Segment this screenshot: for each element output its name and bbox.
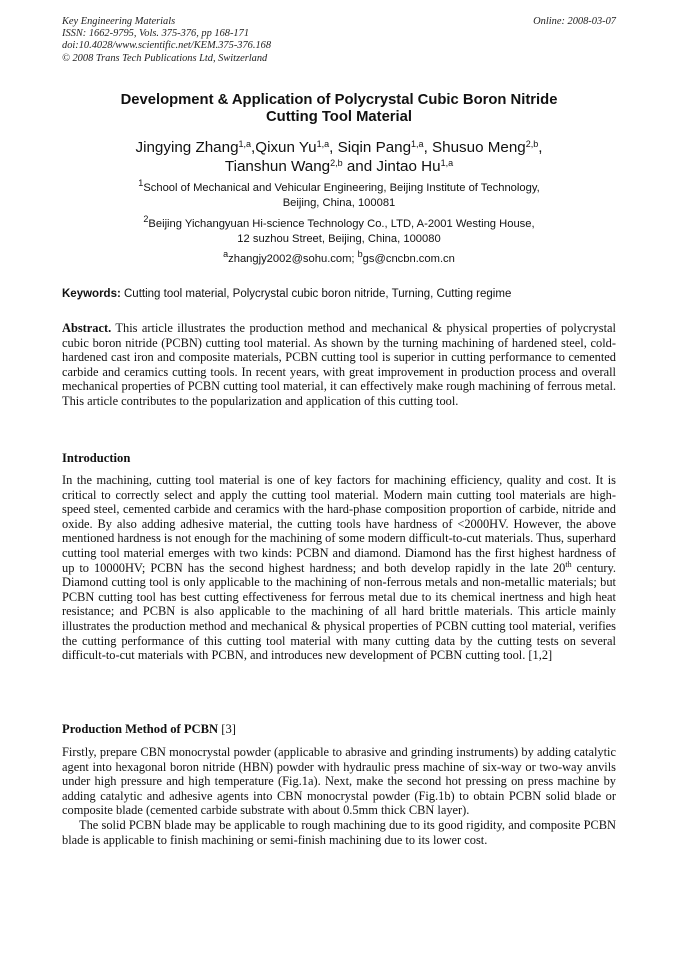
author-name: and Jintao Hu bbox=[342, 158, 441, 175]
abstract-label: Abstract. bbox=[62, 321, 112, 335]
author-line-2 bbox=[62, 157, 616, 176]
author-line-1 bbox=[62, 138, 616, 157]
introduction-paragraph bbox=[62, 473, 616, 663]
intro-text-part-1: In the machining, cutting tool material is one of key factors for machining efficiency, quality and cost. It is critical to correctly select and apply the cutting tool material. Modern main cutting tool materials are high-speed steel, cemented carbide and ceramics with the hard-phase composition proportion of carbide, nitride and oxide. By also adding adhesive material, the cutting tools have hardness of <2000HV. However, the above mentioned hardness is not enough for the machining of some modern difficult-to-cut materials. Thus, superhard cutting tool material emerges with two kinds: PCBN and diamond. Diamond has the first highest hardness of up to 10000HV; PCBN has the second highest hardness; and both develop rapidly in the late 20 bbox=[62, 473, 616, 575]
affiliation-2-line-1 bbox=[62, 214, 616, 232]
abstract-paragraph bbox=[62, 321, 616, 409]
abstract-text: This article illustrates the production method and mechanical & physical properties of polycrystal cubic boron nitride (PCBN) cutting tool material. As shown by the turning machining of hardened steel, cold-hardened cast iron and composite materials, PCBN cutting tool is superior in cutting performance to cemented carbide and ceramics cutting tools. In recent years, with great improvement in production process and overall mechanical properties of PCBN cutting tool material, it can effectively make rough machining of ferrous metal. This article contributes to the popularization and application of this cutting tool. bbox=[62, 321, 616, 408]
author-name: ,Qixun Yu bbox=[251, 139, 317, 156]
author-list bbox=[62, 138, 616, 176]
production-paragraph-1: Firstly, prepare CBN monocrystal powder (applicable to abrasive and grinding instruments) by adding catalytic agent into hexagonal boron nitride (HBN) powder with hydraulic press machine of six-way or two-way anvils under high pressure and high temperature (Fig.1a). Next, make the second hot pressing on press machine by adding catalytic and adhesive agents into CBN monocrystal powder (Fig.1b) to obtain PCBN solid blade or composite blade (cemented carbide substrate with about 0.5mm thick CBN layer). bbox=[62, 745, 616, 818]
author-affil-mark: 1,a bbox=[440, 158, 454, 169]
email-mark-a: a bbox=[223, 249, 229, 260]
affiliation-mark: 2 bbox=[143, 214, 149, 225]
title-line-1: Development & Application of Polycrystal Cubic Boron Nitride bbox=[120, 92, 558, 108]
keywords bbox=[62, 287, 616, 302]
issn-line: ISSN: 1662-9795, Vols. 375-376, pp 168-171 bbox=[62, 28, 250, 40]
keywords-text: Cutting tool material, Polycrystal cubic boron nitride, Turning, Cutting regime bbox=[120, 288, 512, 300]
author-affil-mark: 1,a bbox=[238, 139, 252, 150]
journal-header bbox=[62, 16, 271, 65]
author-affil-mark: 2,b bbox=[525, 139, 539, 150]
author-emails bbox=[62, 249, 616, 267]
author-affil-mark: 1,a bbox=[411, 139, 424, 150]
paper-title bbox=[62, 92, 616, 126]
intro-text-part-2: century. Diamond cutting tool is only applicable to the machining of non-ferrous metals and non-metallic materials; but PCBN cutting tool has best cutting effectiveness for ferrous metal due to its chemical inertness and high heat resistance; and PCBN is also applicable to the machining of all hard brittle materials. This article mainly illustrates the production method and mechanical & physical properties of PCBN cutting tool material, verifies the cutting performance of this cutting tool material with many cutting data by the cutting tests on several difficult-to-cut materials with PCBN, and introduces new development of PCBN cutting tool. [1,2] bbox=[62, 560, 616, 663]
section-heading-introduction: Introduction bbox=[62, 451, 131, 465]
email-a[interactable]: zhangjy2002@sohu.com; bbox=[228, 253, 358, 265]
section-heading-production bbox=[62, 722, 236, 737]
copyright-line: © 2008 Trans Tech Publications Ltd, Switzerland bbox=[62, 52, 268, 64]
author-affil-mark: 2,b bbox=[330, 158, 343, 169]
author-name: Tianshun Wang bbox=[224, 158, 331, 175]
online-date: Online: 2008-03-07 bbox=[533, 16, 616, 27]
affiliation-2-line-2: 12 suzhou Street, Beijing, China, 100080 bbox=[237, 232, 441, 245]
keywords-label: Keywords: bbox=[62, 288, 121, 300]
author-name: , Shusuo Meng bbox=[423, 139, 526, 156]
introduction-body bbox=[62, 473, 616, 663]
author-name: Jingying Zhang bbox=[135, 139, 239, 156]
abstract bbox=[62, 321, 616, 409]
production-body bbox=[62, 745, 616, 847]
author-separator: , bbox=[538, 139, 543, 156]
affiliation-1-line-1 bbox=[62, 178, 616, 196]
email-mark-b: b bbox=[357, 249, 363, 260]
author-name: , Siqin Pang bbox=[329, 139, 412, 156]
production-heading-text: Production Method of PCBN bbox=[62, 722, 219, 736]
affiliation-mark: 1 bbox=[138, 178, 144, 189]
affiliation-text: School of Mechanical and Vehicular Engineering, Beijing Institute of Technology, bbox=[143, 182, 540, 194]
ordinal-suffix: th bbox=[565, 559, 572, 569]
email-b[interactable]: gs@cncbn.com.cn bbox=[362, 253, 455, 265]
affiliation-text: Beijing Yichangyuan Hi-science Technology Co., LTD, A-2001 Westing House, bbox=[148, 218, 535, 230]
affiliation-1-line-2: Beijing, China, 100081 bbox=[282, 196, 396, 209]
author-affil-mark: 1,a bbox=[316, 139, 330, 150]
affiliation-1 bbox=[62, 178, 616, 210]
affiliation-2 bbox=[62, 214, 616, 246]
title-line-2: Cutting Tool Material bbox=[265, 109, 413, 125]
doi-line: doi:10.4028/www.scientific.net/KEM.375-376.168 bbox=[62, 40, 272, 52]
production-paragraph-2: The solid PCBN blade may be applicable to rough machining due to its good rigidity, and composite PCBN blade is applicable to finish machining or semi-finish machining due to its lower cost. bbox=[62, 817, 616, 847]
production-heading-ref: [3] bbox=[218, 722, 236, 736]
journal-name: Key Engineering Materials bbox=[62, 16, 176, 27]
